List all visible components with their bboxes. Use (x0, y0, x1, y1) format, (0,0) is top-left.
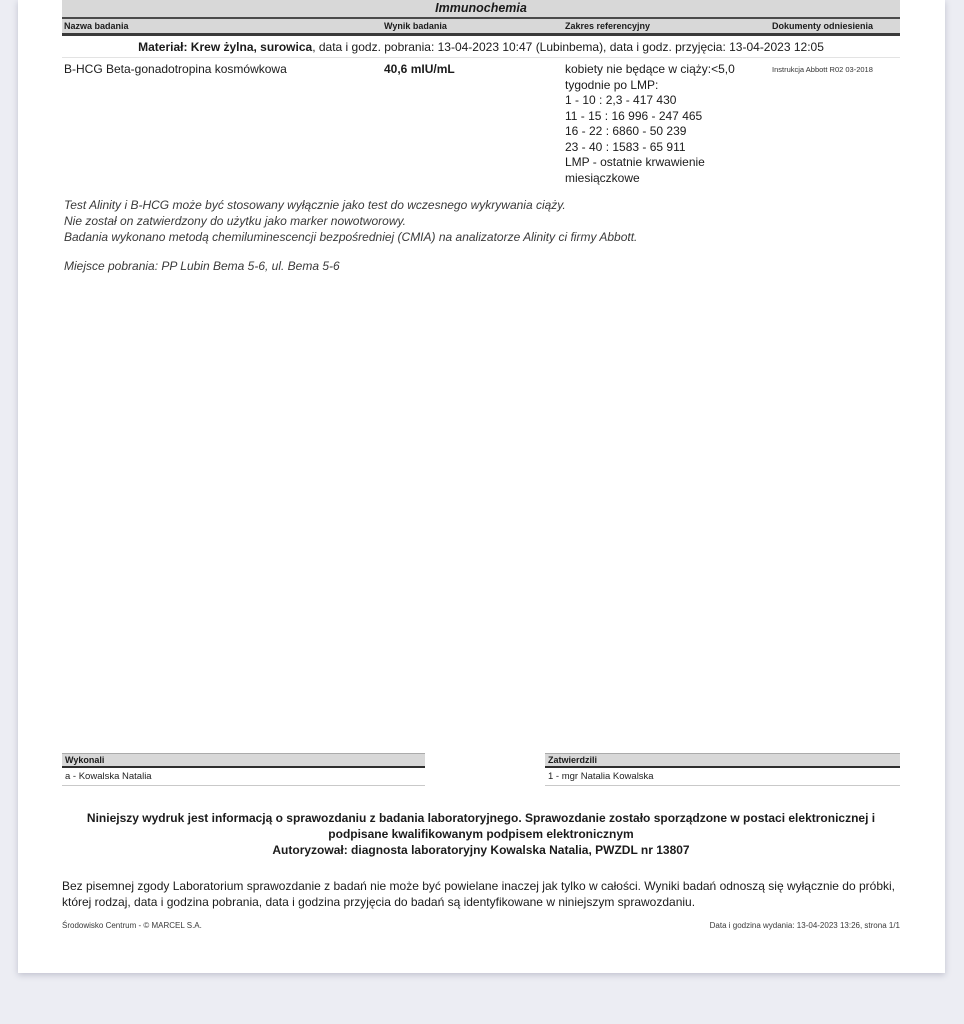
section-title: Immunochemia (62, 0, 900, 19)
column-header-reference-range: Zakres referencyjny (565, 21, 651, 31)
column-header-test-name: Nazwa badania (64, 21, 129, 31)
material-label: Materiał: Krew żylna, surowica (138, 40, 313, 54)
copy-notice: Bez pisemnej zgody Laboratorium sprawozdanie z badań nie może być powielane inaczej jak tylko w całości. Wyniki badań odnoszą się wyłącznie do próbki, której rodzaj, data i godzina pobrania, data i godzina przyjęcia do badań są identyfikowane w niniejszym sprawozdaniu. (62, 879, 895, 909)
test-result-value: 40,6 mIU/mL (384, 62, 455, 76)
footer-issue-date: Data i godzina wydania: 13-04-2023 13:26, strona 1/1 (709, 921, 900, 930)
performed-by-header: Wykonali (62, 753, 425, 768)
disclaimer-text: Niniejszy wydruk jest informacją o sprawozdaniu z badania laboratoryjnego. Sprawozdanie zostało sporządzone w postaci elektronicznej i podpisane kwalifikowanym podpisem elektronicznym (86, 811, 876, 841)
lab-report-page (18, 0, 945, 973)
performed-by-name: a - Kowalska Natalia (62, 768, 425, 786)
method-note-line: Nie został on zatwierdzony do użytku jako marker nowotworowy. (64, 214, 406, 228)
material-details: , data i godz. pobrania: 13-04-2023 10:47 (Lubinbema), data i godz. przyjęcia: 13-04-2023 12:05 (312, 40, 824, 54)
reference-line: tygodnie po LMP: (565, 77, 659, 92)
table-header-row (62, 19, 900, 36)
method-note-line: Test Alinity i B-HCG może być stosowany wyłącznie jako test do wczesnego wykrywania ciąży. (64, 198, 566, 212)
method-notes (62, 197, 900, 245)
authorized-by-line: Autoryzował: diagnosta laboratoryjny Kowalska Natalia, PWZDL nr 13807 (272, 843, 690, 857)
approved-by-name: 1 - mgr Natalia Kowalska (545, 768, 900, 786)
signatures-row (62, 753, 900, 786)
collection-place: Miejsce pobrania: PP Lubin Bema 5-6, ul. Bema 5-6 (64, 259, 340, 273)
report-content (62, 0, 900, 973)
column-header-result: Wynik badania (384, 21, 447, 31)
reference-line: kobiety nie będące w ciąży:<5,0 (565, 62, 735, 76)
material-row (62, 36, 900, 58)
reference-line: 11 - 15 : 16 996 - 247 465 (565, 108, 703, 123)
result-row (62, 58, 900, 186)
reference-line: LMP - ostatnie krwawienie (565, 155, 705, 169)
method-note-line: Badania wykonano metodą chemiluminescencji bezpośredniej (CMIA) na analizatorze Alinity ci firmy Abbott. (64, 230, 638, 244)
electronic-signature-disclaimer (62, 810, 900, 858)
reference-line: 23 - 40 : 1583 - 65 911 (565, 139, 686, 154)
test-name: B-HCG Beta-gonadotropina kosmówkowa (64, 62, 287, 76)
performed-by-block (62, 753, 425, 786)
reference-range-block (563, 62, 770, 186)
reference-line: 16 - 22 : 6860 - 50 239 (565, 124, 687, 138)
reference-document: Instrukcja Abbott R02 03-2018 (772, 65, 873, 74)
reference-line: miesiączkowe (565, 170, 640, 185)
footer-vendor: Środowisko Centrum - © MARCEL S.A. (62, 921, 202, 930)
approved-by-block (545, 753, 900, 786)
approved-by-header: Zatwierdzili (545, 753, 900, 768)
reference-line: 1 - 10 : 2,3 - 417 430 (565, 93, 677, 107)
column-header-reference-documents: Dokumenty odniesienia (772, 21, 874, 31)
page-footer (62, 921, 900, 930)
